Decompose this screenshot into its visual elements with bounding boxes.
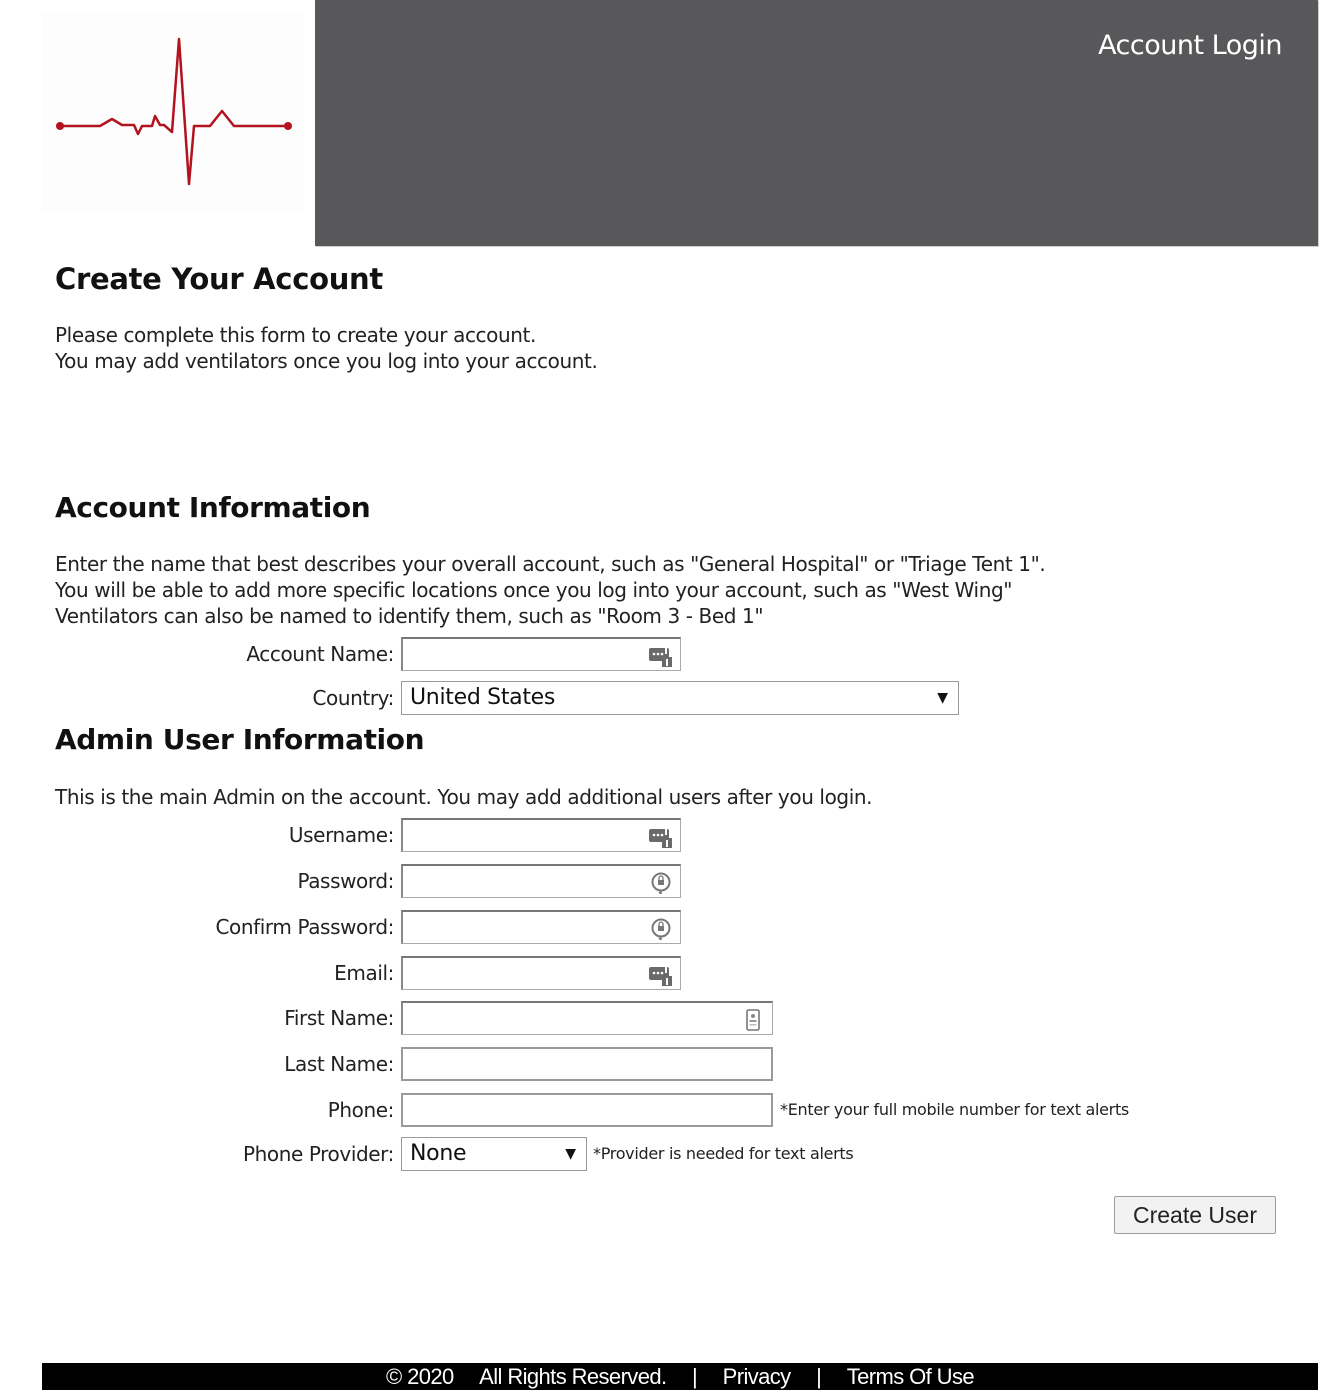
email-input[interactable] <box>403 958 680 989</box>
password-input[interactable] <box>403 866 680 897</box>
phone-hint: *Enter your full mobile number for text alerts <box>780 1100 1129 1119</box>
privacy-link[interactable]: Privacy <box>722 1364 791 1389</box>
account-info-line-2: You will be able to add more specific locations once you log into your account, such as "West Wing" <box>55 578 1013 602</box>
logo <box>42 12 304 212</box>
country-selected-value: United States <box>410 685 556 710</box>
footer-separator: | <box>816 1364 822 1389</box>
account-information-heading: Account Information <box>55 491 371 524</box>
intro-line-2: You may add ventilators once you log into your account. <box>55 349 598 373</box>
phone-provider-label: Phone Provider: <box>242 1142 394 1166</box>
username-row <box>0 818 1324 852</box>
phone-input[interactable] <box>403 1095 771 1125</box>
first-name-field[interactable] <box>401 1001 773 1035</box>
copyright-text: © 2020 <box>385 1364 454 1389</box>
phone-row <box>0 1093 1324 1127</box>
account-login-link[interactable]: Account Login <box>1098 30 1282 61</box>
password-key-icon[interactable] <box>648 918 674 940</box>
phone-label: Phone: <box>327 1098 394 1122</box>
account-info-line-3: Ventilators can also be named to identify them, such as "Room 3 - Bed 1" <box>55 604 764 628</box>
country-row <box>0 681 1324 715</box>
first-name-input[interactable] <box>403 1003 772 1034</box>
last-name-input[interactable] <box>403 1049 771 1079</box>
header-banner <box>315 0 1318 246</box>
email-row <box>0 956 1324 990</box>
username-input[interactable] <box>403 820 680 851</box>
email-field[interactable] <box>401 956 681 990</box>
chevron-down-icon: ▼ <box>937 690 948 706</box>
page-title: Create Your Account <box>55 262 383 296</box>
chevron-down-icon: ▼ <box>565 1146 576 1162</box>
account-name-field[interactable] <box>401 637 681 671</box>
create-user-button[interactable]: Create User <box>1114 1196 1276 1234</box>
terms-of-use-link[interactable]: Terms Of Use <box>846 1364 974 1389</box>
country-label: Country: <box>312 686 394 710</box>
password-key-icon[interactable] <box>648 872 674 894</box>
confirm-password-label: Confirm Password: <box>215 915 394 939</box>
first-name-row <box>0 1001 1324 1035</box>
password-row <box>0 864 1324 898</box>
password-field[interactable] <box>401 864 681 898</box>
password-label: Password: <box>297 869 394 893</box>
last-name-field[interactable] <box>401 1047 773 1081</box>
confirm-password-input[interactable] <box>403 912 680 943</box>
phone-provider-select[interactable] <box>401 1137 587 1171</box>
phone-provider-selected-value: None <box>410 1141 467 1166</box>
footer-separator: | <box>692 1364 698 1389</box>
contact-card-icon[interactable] <box>740 1009 766 1031</box>
rights-text: All Rights Reserved. <box>479 1364 667 1389</box>
account-name-input[interactable] <box>403 639 680 670</box>
last-name-row <box>0 1047 1324 1081</box>
account-name-row <box>0 637 1324 671</box>
heartbeat-ecg-icon <box>42 12 304 212</box>
last-name-label: Last Name: <box>284 1052 394 1076</box>
admin-user-information-heading: Admin User Information <box>55 723 425 756</box>
account-name-label: Account Name: <box>246 642 394 666</box>
autofill-card-icon[interactable] <box>648 826 674 848</box>
admin-info-line: This is the main Admin on the account. You may add additional users after you login. <box>55 785 873 809</box>
phone-provider-row <box>0 1137 1324 1171</box>
username-field[interactable] <box>401 818 681 852</box>
autofill-card-icon[interactable] <box>648 964 674 986</box>
email-label: Email: <box>334 961 394 985</box>
autofill-card-icon[interactable] <box>648 645 674 667</box>
country-select[interactable] <box>401 681 959 715</box>
phone-field[interactable] <box>401 1093 773 1127</box>
confirm-password-row <box>0 910 1324 944</box>
confirm-password-field[interactable] <box>401 910 681 944</box>
first-name-label: First Name: <box>284 1006 394 1030</box>
footer <box>42 1363 1318 1390</box>
account-info-line-1: Enter the name that best describes your overall account, such as "General Hospital" or "Triage Tent 1". <box>55 552 1046 576</box>
intro-line-1: Please complete this form to create your account. <box>55 323 536 347</box>
phone-provider-hint: *Provider is needed for text alerts <box>593 1144 854 1163</box>
username-label: Username: <box>288 823 394 847</box>
